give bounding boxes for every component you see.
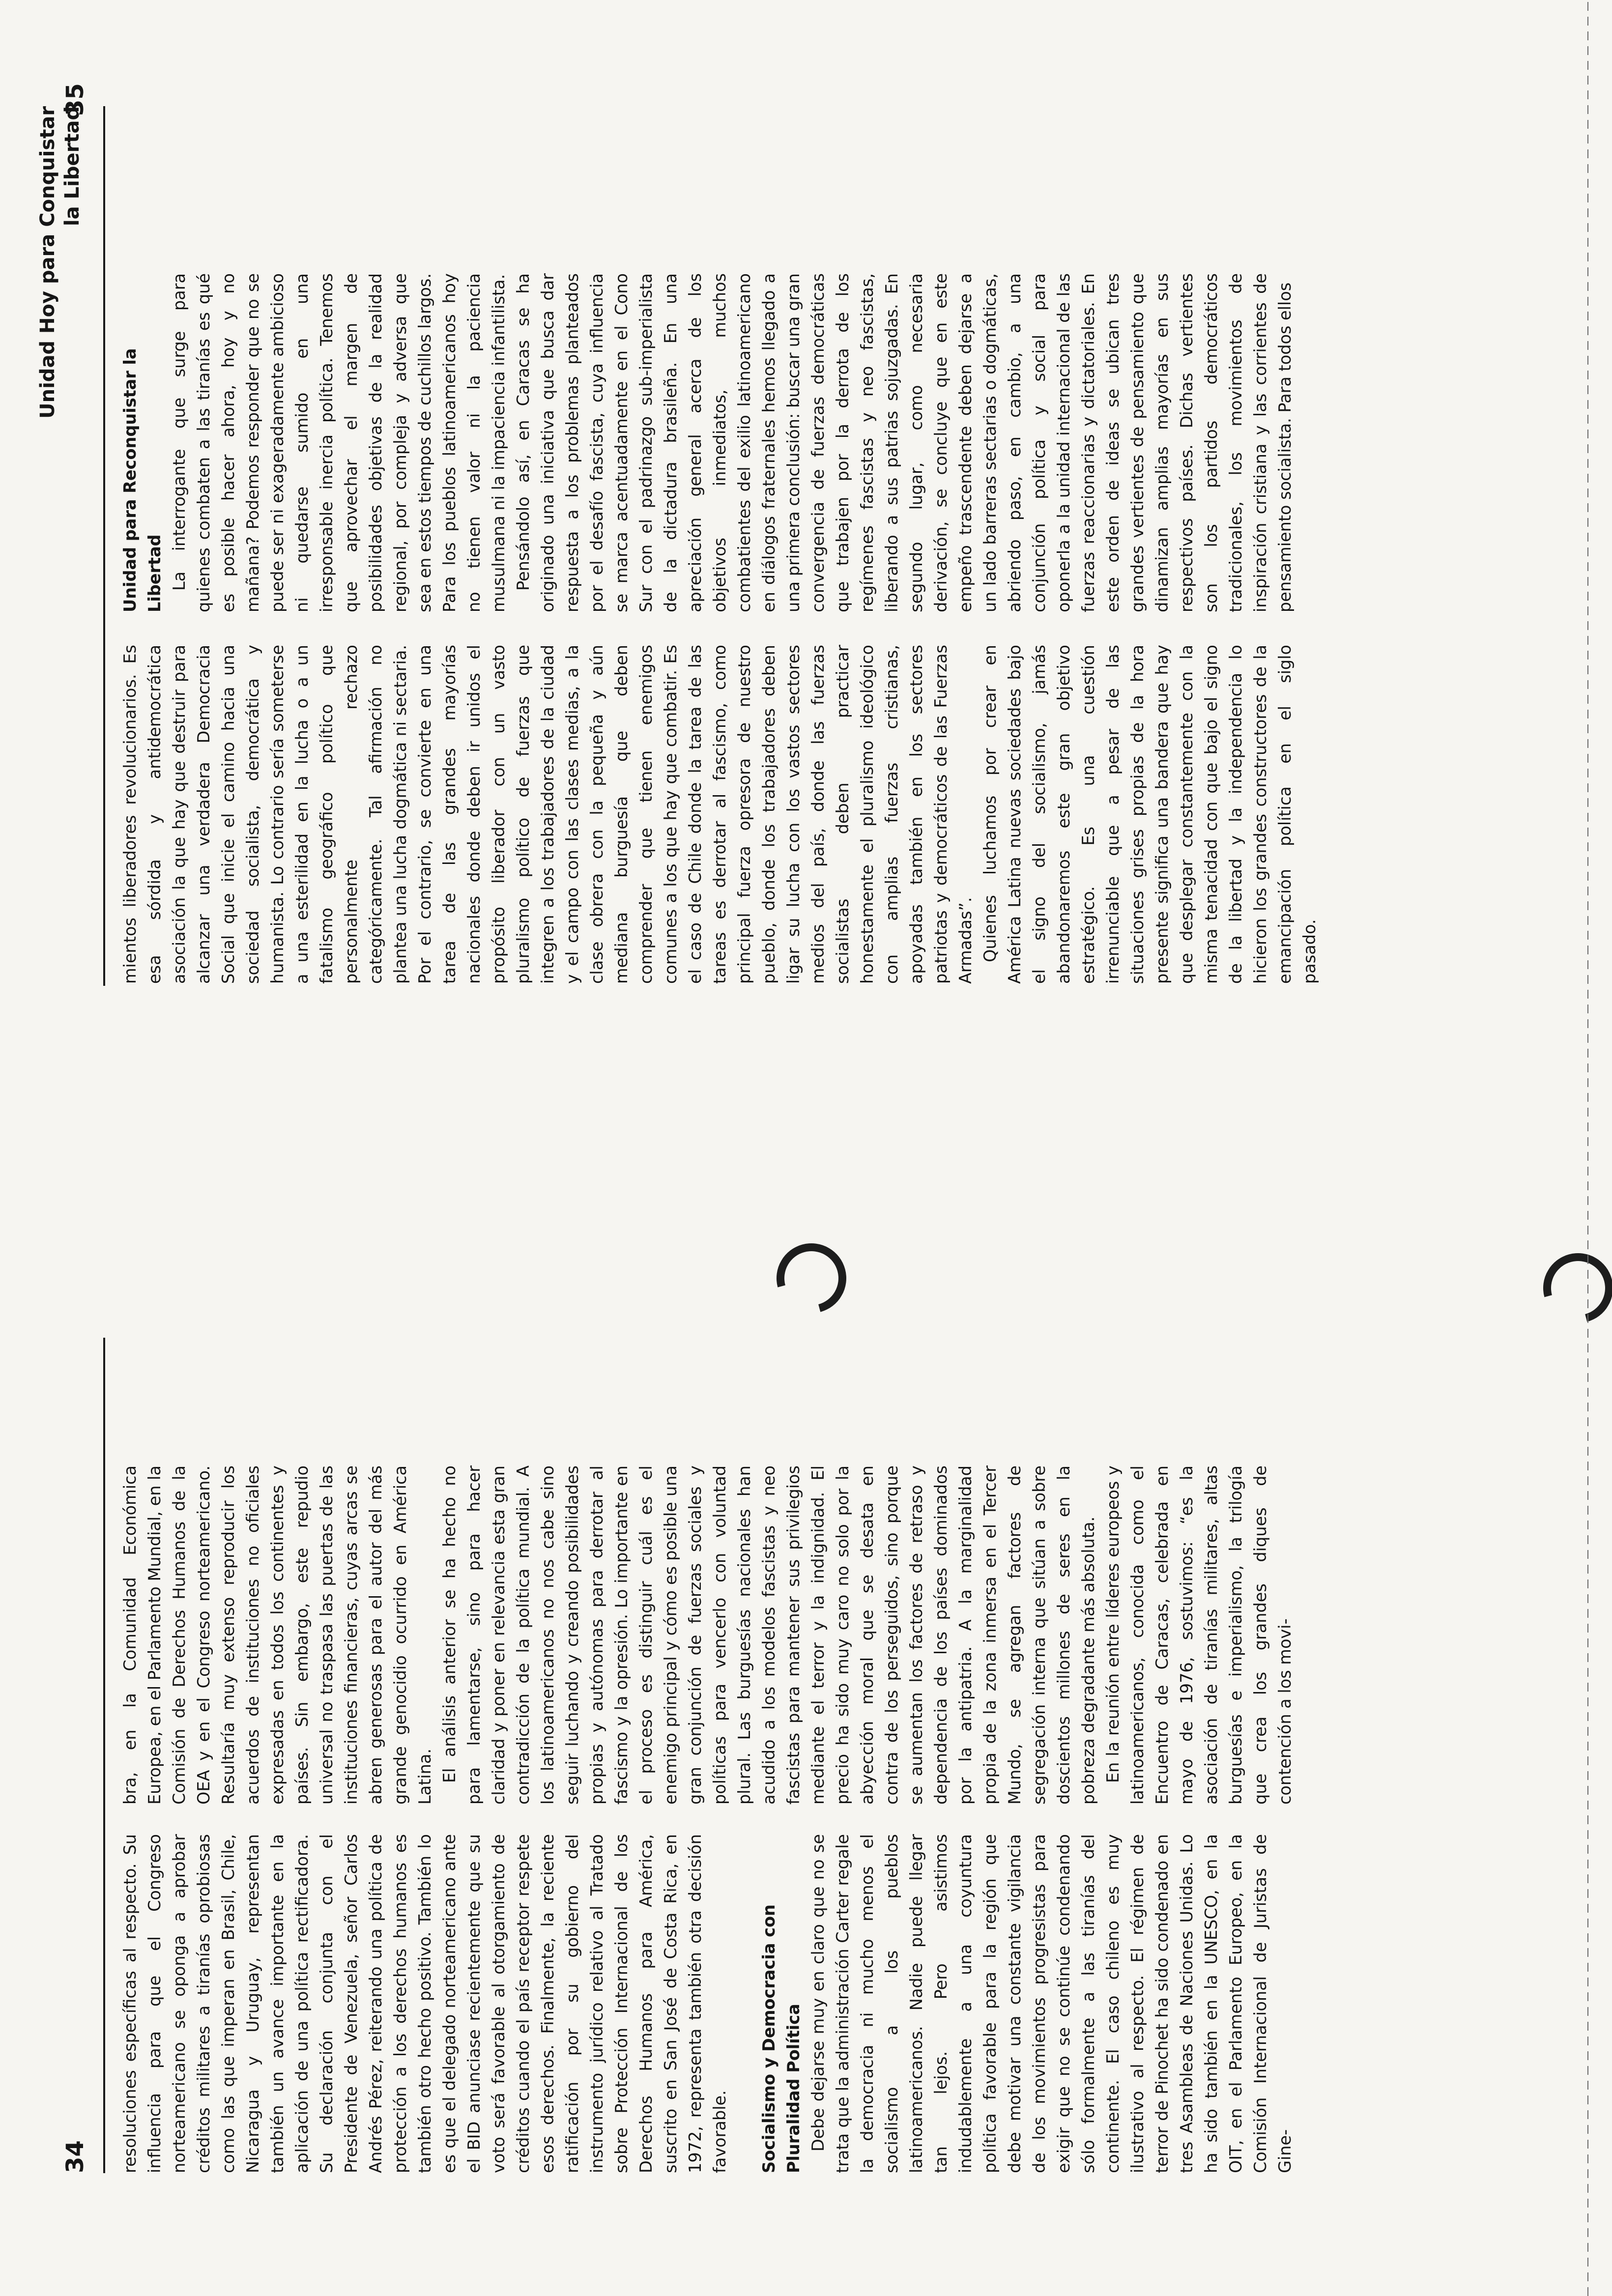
page-number: 35: [61, 83, 89, 116]
header-rule: [103, 1338, 105, 2173]
paragraph: resoluciones específicas al respecto. Su influencia para que el Congreso norteamericano se oponga a aprobar créditos militares a tiranías oprobiosas como las que imperan en Brasil, Chile, Nicaragua y Uruguay, representan también un avance importante en la aplicación de una política rectificadora. Su declaración conjunta con el Presidente de Venezuela, señor Carlos Andrés Pérez, reiterando una política de protección a los derechos humanos es también otro hecho positivo. También lo es que el delegado norteamericano ante el BID anunciase recientemente que su voto será favorable al otorgamiento de créditos cuando el país receptor respete esos derechos. Finalmente, la reciente ratificación por su gobierno del instrumento jurídico relativo al Tratado sobre Protección Internacional de los Derechos Humanos para América, suscrito en San José de Costa Rica, en 1972, representa también otra decisión favorable.: [120, 1834, 729, 2173]
left-page: [0, 1148, 1612, 2296]
section-heading: Socialismo y Democracia con Pluralidad Política: [759, 1904, 803, 2173]
running-head-line: Unidad Hoy para Conquistar: [36, 106, 59, 419]
paragraph: La interrogante que surge para quienes combaten a las tiranías es qué es posible hacer ahora, hoy y no mañana? Podemos responder que no se puede ser ni exageradamente ambicioso ni quedarse sumido en una irresponsable inercia política. Tenemos que aprovechar el margen de posibilidades objetivas de la realidad regional, por compleja y adversa que sea en estos tiempos de cuchillos largos. Para los pueblos latinoamericanos hoy no tienen valor ni la paciencia musulmana ni la impaciencia infantilista.: [170, 273, 508, 612]
paragraph: Pensándolo así, en Caracas se ha originado una iniciativa que busca dar respuesta a los problemas planteados por el desafío fascista, cuya influencia se marca acentuadamente en el Cono Sur con el padrinazgo sub-imperialista de la dictadura brasileña. En una apreciación general acerca de los objetivos inmediatos, muchos combatientes del exilio latinoamericano en diálogos fraternales hemos llegado a una primera conclusión: buscar una gran convergencia de fuerzas democráticas que trabajen por la derrota de los regímenes fascistas y neo fascistas, liberando a sus patrias sojuzgadas. En segundo lugar, como necesaria derivación, se concluye que en este empeño trascendente deben dejarse a un lado barreras sectarias o dogmáticas, abriendo paso, en cambio, a una conjunción política y social para oponerla a la unidad internacional de las fuerzas reaccionarias y dictatoriales. En este orden de ideas se ubican tres grandes vertientes de pensamiento que dinamizan amplias mayorías en sus respectivos países. Dichas vertientes son los partidos democráticos tradicionales, los movimientos de inspiración cristiana y las corrientes de pensamiento socialista. Para todos ellos: [514, 273, 1295, 612]
paragraph: Quienes luchamos por crear en América Latina nuevas sociedades bajo el signo del socialismo, jamás abandonaremos este gran objetivo estratégico. Es una cuestión irrenunciable que a pesar de las situaciones grises propias de la hora presente significa una bandera que hay que desplegar constantemente con la misma tenacidad con que bajo el signo de la libertad y la independencia lo hicieron los grandes constructores de la emancipación política en el siglo pasado.: [980, 645, 1319, 984]
paragraph: El análisis anterior se ha hecho no para lamentarse, sino para hacer claridad y poner en relevancia esta gran contradicción de la política mundial. A los latinoamericanos no nos cabe sino seguir luchando y creando posibilidades propias y autónomas para derrotar al fascismo y la opresión. Lo importante en el proceso es distinguir cuál es el enemigo principal y cómo es posible una gran conjunción de fuerzas sociales y políticas para vencerlo con voluntad plural. Las burguesías nacionales han acudido a los modelos fascistas y neo fascistas para mantener sus privilegios mediante el terror y la indignidad. El precio ha sido muy caro no solo por la abyección moral que se desata en contra de los perseguidos, sino porque se aumentan los factores de retraso y dependencia de los países dominados por la antipatria. A la marginalidad propia de la zona inmersa en el Tercer Mundo, se agregan factores de segregación interna que sitúan a sobre doscientos millones de seres en la pobreza degradante más absoluta.: [440, 1465, 1098, 1805]
paragraph: bra, en la Comunidad Económica Europea, en el Parlamento Mundial, en la Comisión de Derechos Humanos de la OEA y en el Congreso norteamericano. Resultaría muy extenso reproducir los acuerdos de instituciones no oficiales expresadas en todos los continentes y países. Sin embargo, este repudio universal no traspasa las puertas de las instituciones financieras, cuyas arcas se abren generosas para el autor del más grande genocidio ocurrido en América Latina.: [120, 1465, 434, 1805]
paragraph: En la reunión entre líderes europeos y latinoamericanos, conocida como el Encuentro de Caracas, celebrada en mayo de 1976, sostuvimos: “es la asociación de tiranías militares, altas burguesías e imperialismo, la trilogía que crea los grandes diques de contención a los movi-: [1103, 1465, 1295, 1805]
running-head: [35, 106, 85, 419]
text-column-2: [118, 273, 1587, 612]
paragraph: mientos liberadores revolucionarios. Es esa sórdida y antidemocrática asociación la que hay que destruir para alcanzar una verdadera Democracia Social que inicie el camino hacia una sociedad socialista, democrática y humanista. Lo contrario sería someterse a una esterilidad en la lucha o a un fatalismo geográfico político que personalmente rechazo categóricamente. Tal afirmación no plantea una lucha dogmática ni sectaria. Por el contrario, se convierte en una tarea de las grandes mayorías nacionales donde deben ir unidos el propósito liberador con un vasto pluralismo político de fuerzas que integren a los trabajadores de la ciudad y el campo con las clases medias, a la clase obrera con la pequeña y aún mediana burguesía que deben comprender que tienen enemigos comunes a los que hay que combatir. Es el caso de Chile donde la tarea de las tareas es derrotar al fascismo, como principal fuerza opresora de nuestro pueblo, donde los trabajadores deben ligar su lucha con los vastos sectores medios del país, donde las fuerzas socialistas deben practicar honestamente el pluralismo ideológico con amplias fuerzas cristianas, apoyadas también en los sectores patriotas y democráticos de las Fuerzas Armadas”.: [120, 645, 975, 984]
text-column-2: [118, 1465, 1587, 1805]
running-head-line: la Libertad: [61, 106, 84, 227]
spacer: [732, 1834, 757, 2173]
header-rule: [103, 106, 105, 986]
scan-edge-line: [1587, 0, 1588, 2296]
section-heading: Unidad para Reconquistar la Libertad: [120, 348, 164, 612]
text-column-1: [118, 1834, 1587, 2173]
page-number: 34: [61, 2140, 89, 2173]
paragraph: Debe dejarse muy en claro que no se trata que la administración Carter regale la democracia ni mucho menos el socialismo a los pueblos latinoamericanos. Nadie puede llegar tan lejos. Pero asistimos indudablemente a una coyuntura política favorable para la región que debe motivar una constante vigilancia de los movimientos progresistas para exigir que no se continúe condenando sólo formalmente a las tiranías del continente. El caso chileno es muy ilustrativo al respecto. El régimen de terror de Pinochet ha sido condenado en tres Asambleas de Naciones Unidas. Lo ha sido también en la UNESCO, en la OIT, en el Parlamento Europeo, en la Comisión Internacional de Juristas de Gine-: [808, 1834, 1295, 2173]
text-column-1: [118, 645, 1587, 984]
